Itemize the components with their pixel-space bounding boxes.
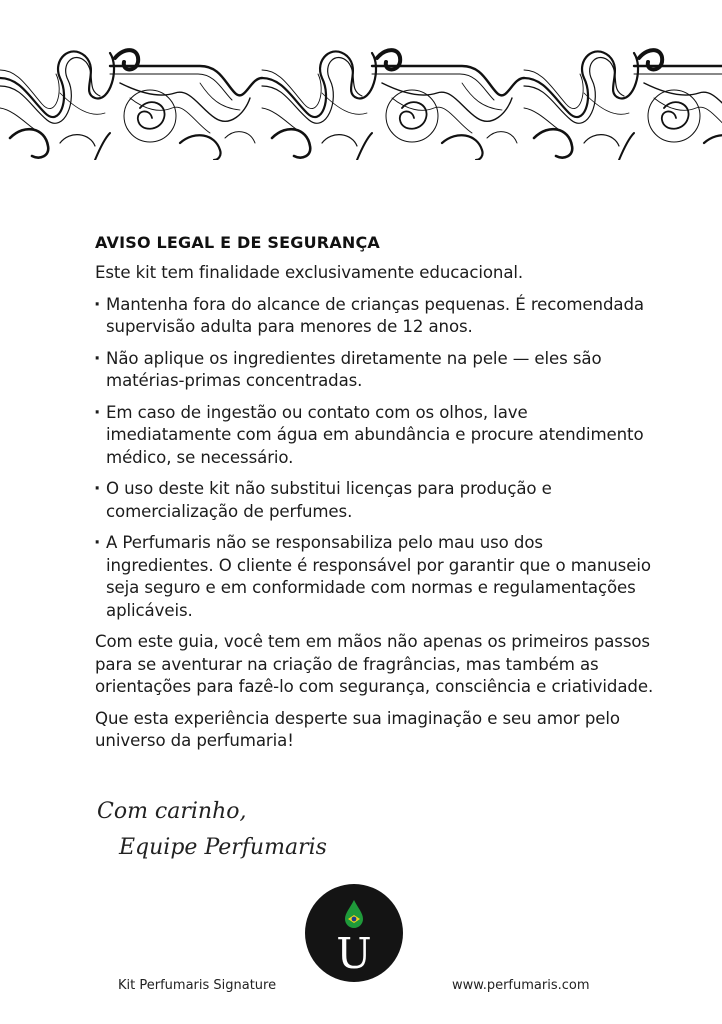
page-title: AVISO LEGAL E DE SEGURANÇA — [95, 233, 381, 252]
signature-line-2: Equipe Perfumaris — [119, 835, 327, 860]
closing-paragraph: Que esta experiência desperte sua imaginação e seu amor pelo universo da perfumaria! — [95, 708, 620, 750]
swirl-pattern-graphic — [0, 38, 722, 160]
list-item: · O uso deste kit não substitui licenças para produção e comercialização de perfumes. — [95, 478, 655, 523]
list-item: · A Perfumaris não se responsabiliza pelo mau uso dos ingredientes. O cliente é responsável por garantir que o manuseio seja seguro e em conformidade com normas e regulamentações aplicáveis. — [95, 532, 655, 622]
list-item: · Não aplique os ingredientes diretamente na pele — eles são matérias-primas concentradas. — [95, 348, 655, 393]
signature — [97, 798, 327, 862]
footer-website-link[interactable]: www.perfumaris.com — [452, 978, 590, 993]
perfumaris-logo — [305, 884, 403, 982]
intro-text: Este kit tem finalidade exclusivamente educacional. — [95, 263, 524, 282]
legal-notice-section — [95, 232, 655, 762]
safety-bullet-list — [95, 294, 655, 623]
marble-swirl-banner — [0, 38, 722, 160]
green-drop-brazil-flag-icon — [345, 900, 363, 928]
logo-letter: U — [336, 929, 372, 978]
list-item: · Mantenha fora do alcance de crianças pequenas. É recomendada supervisão adulta para menores de 12 anos. — [95, 294, 655, 339]
closing-paragraph: Com este guia, você tem em mãos não apenas os primeiros passos para se aventurar na criação de fragrâncias, mas também as orientações para fazê-lo com segurança, consciência e criatividade. — [95, 632, 654, 696]
footer-kit-name: Kit Perfumaris Signature — [118, 978, 277, 993]
list-item: · Em caso de ingestão ou contato com os olhos, lave imediatamente com água em abundância e procure atendimento médico, se necessário. — [95, 402, 655, 470]
signature-line-1: Com carinho, — [97, 799, 247, 824]
